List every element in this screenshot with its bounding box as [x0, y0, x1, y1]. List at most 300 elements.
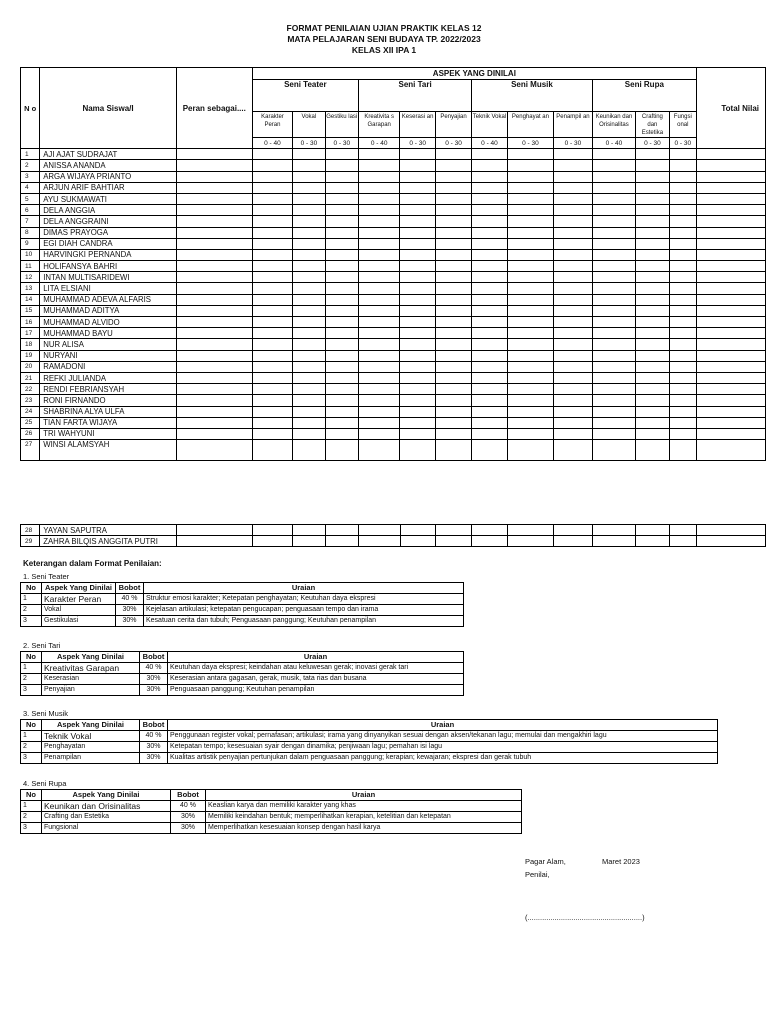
- score-cell[interactable]: [293, 395, 325, 406]
- score-cell[interactable]: [697, 372, 766, 383]
- score-cell[interactable]: [472, 350, 507, 361]
- score-cell[interactable]: [358, 149, 399, 160]
- score-cell[interactable]: [697, 317, 766, 328]
- score-cell[interactable]: [554, 372, 592, 383]
- score-cell[interactable]: [472, 294, 507, 305]
- score-cell[interactable]: [435, 440, 471, 461]
- score-cell[interactable]: [176, 216, 252, 227]
- score-cell[interactable]: [697, 428, 766, 439]
- score-cell[interactable]: [358, 249, 399, 260]
- score-cell[interactable]: [669, 339, 696, 350]
- score-cell[interactable]: [636, 328, 669, 339]
- score-cell[interactable]: [435, 328, 471, 339]
- score-cell[interactable]: [472, 317, 507, 328]
- score-cell[interactable]: [472, 428, 507, 439]
- score-cell[interactable]: [293, 294, 325, 305]
- score-cell[interactable]: [293, 525, 325, 536]
- score-cell[interactable]: [554, 261, 592, 272]
- score-cell[interactable]: [176, 395, 252, 406]
- score-cell[interactable]: [325, 283, 358, 294]
- score-cell[interactable]: [176, 417, 252, 428]
- score-cell[interactable]: [325, 328, 358, 339]
- score-cell[interactable]: [669, 525, 696, 536]
- score-cell[interactable]: [507, 182, 554, 193]
- score-cell[interactable]: [325, 339, 358, 350]
- score-cell[interactable]: [358, 417, 399, 428]
- score-cell[interactable]: [400, 525, 435, 536]
- score-cell[interactable]: [176, 372, 252, 383]
- score-cell[interactable]: [400, 328, 435, 339]
- score-cell[interactable]: [435, 149, 471, 160]
- score-cell[interactable]: [697, 272, 766, 283]
- score-cell[interactable]: [472, 283, 507, 294]
- score-cell[interactable]: [592, 249, 636, 260]
- score-cell[interactable]: [325, 149, 358, 160]
- score-cell[interactable]: [176, 283, 252, 294]
- score-cell[interactable]: [435, 205, 471, 216]
- score-cell[interactable]: [293, 428, 325, 439]
- score-cell[interactable]: [359, 536, 401, 547]
- score-cell[interactable]: [400, 182, 435, 193]
- score-cell[interactable]: [176, 171, 252, 182]
- score-cell[interactable]: [435, 294, 471, 305]
- score-cell[interactable]: [252, 193, 292, 204]
- score-cell[interactable]: [507, 283, 554, 294]
- score-cell[interactable]: [293, 406, 325, 417]
- score-cell[interactable]: [176, 160, 252, 171]
- score-cell[interactable]: [507, 261, 554, 272]
- score-cell[interactable]: [252, 328, 292, 339]
- score-cell[interactable]: [176, 384, 252, 395]
- score-cell[interactable]: [697, 294, 766, 305]
- score-cell[interactable]: [592, 536, 636, 547]
- score-cell[interactable]: [554, 339, 592, 350]
- score-cell[interactable]: [358, 440, 399, 461]
- score-cell[interactable]: [325, 361, 358, 372]
- score-cell[interactable]: [252, 350, 292, 361]
- score-cell[interactable]: [472, 249, 507, 260]
- score-cell[interactable]: [358, 227, 399, 238]
- score-cell[interactable]: [252, 428, 292, 439]
- score-cell[interactable]: [636, 171, 669, 182]
- score-cell[interactable]: [472, 384, 507, 395]
- score-cell[interactable]: [592, 339, 636, 350]
- score-cell[interactable]: [435, 171, 471, 182]
- score-cell[interactable]: [252, 238, 292, 249]
- score-cell[interactable]: [507, 294, 554, 305]
- score-cell[interactable]: [252, 440, 292, 461]
- score-cell[interactable]: [507, 536, 554, 547]
- score-cell[interactable]: [176, 149, 252, 160]
- score-cell[interactable]: [252, 305, 292, 316]
- score-cell[interactable]: [176, 317, 252, 328]
- score-cell[interactable]: [325, 372, 358, 383]
- score-cell[interactable]: [636, 160, 669, 171]
- score-cell[interactable]: [472, 328, 507, 339]
- score-cell[interactable]: [435, 361, 471, 372]
- score-cell[interactable]: [697, 328, 766, 339]
- score-cell[interactable]: [669, 428, 696, 439]
- score-cell[interactable]: [400, 372, 435, 383]
- score-cell[interactable]: [507, 339, 554, 350]
- score-cell[interactable]: [435, 406, 471, 417]
- score-cell[interactable]: [252, 395, 292, 406]
- score-cell[interactable]: [697, 160, 766, 171]
- score-cell[interactable]: [293, 283, 325, 294]
- score-cell[interactable]: [507, 171, 554, 182]
- score-cell[interactable]: [293, 536, 325, 547]
- score-cell[interactable]: [325, 227, 358, 238]
- score-cell[interactable]: [293, 328, 325, 339]
- score-cell[interactable]: [400, 406, 435, 417]
- score-cell[interactable]: [325, 216, 358, 227]
- score-cell[interactable]: [400, 249, 435, 260]
- score-cell[interactable]: [554, 227, 592, 238]
- score-cell[interactable]: [554, 428, 592, 439]
- score-cell[interactable]: [358, 406, 399, 417]
- score-cell[interactable]: [358, 193, 399, 204]
- score-cell[interactable]: [669, 384, 696, 395]
- score-cell[interactable]: [554, 160, 592, 171]
- score-cell[interactable]: [592, 328, 636, 339]
- score-cell[interactable]: [636, 525, 669, 536]
- score-cell[interactable]: [697, 238, 766, 249]
- score-cell[interactable]: [176, 305, 252, 316]
- score-cell[interactable]: [697, 149, 766, 160]
- score-cell[interactable]: [592, 384, 636, 395]
- score-cell[interactable]: [554, 317, 592, 328]
- score-cell[interactable]: [669, 328, 696, 339]
- score-cell[interactable]: [358, 294, 399, 305]
- score-cell[interactable]: [697, 227, 766, 238]
- score-cell[interactable]: [554, 384, 592, 395]
- score-cell[interactable]: [697, 171, 766, 182]
- score-cell[interactable]: [325, 406, 358, 417]
- score-cell[interactable]: [669, 182, 696, 193]
- score-cell[interactable]: [636, 536, 669, 547]
- score-cell[interactable]: [554, 216, 592, 227]
- score-cell[interactable]: [435, 216, 471, 227]
- score-cell[interactable]: [697, 249, 766, 260]
- score-cell[interactable]: [592, 238, 636, 249]
- score-cell[interactable]: [435, 261, 471, 272]
- score-cell[interactable]: [358, 272, 399, 283]
- score-cell[interactable]: [592, 361, 636, 372]
- score-cell[interactable]: [592, 428, 636, 439]
- score-cell[interactable]: [325, 294, 358, 305]
- score-cell[interactable]: [176, 406, 252, 417]
- score-cell[interactable]: [252, 216, 292, 227]
- score-cell[interactable]: [435, 339, 471, 350]
- score-cell[interactable]: [554, 182, 592, 193]
- score-cell[interactable]: [325, 395, 358, 406]
- score-cell[interactable]: [472, 361, 507, 372]
- score-cell[interactable]: [554, 361, 592, 372]
- score-cell[interactable]: [176, 261, 252, 272]
- score-cell[interactable]: [592, 182, 636, 193]
- score-cell[interactable]: [507, 350, 554, 361]
- score-cell[interactable]: [176, 272, 252, 283]
- score-cell[interactable]: [325, 160, 358, 171]
- score-cell[interactable]: [554, 171, 592, 182]
- score-cell[interactable]: [697, 525, 766, 536]
- score-cell[interactable]: [358, 328, 399, 339]
- score-cell[interactable]: [358, 428, 399, 439]
- score-cell[interactable]: [697, 193, 766, 204]
- score-cell[interactable]: [358, 216, 399, 227]
- score-cell[interactable]: [592, 160, 636, 171]
- score-cell[interactable]: [176, 536, 252, 547]
- score-cell[interactable]: [636, 216, 669, 227]
- score-cell[interactable]: [554, 395, 592, 406]
- score-cell[interactable]: [293, 216, 325, 227]
- score-cell[interactable]: [636, 272, 669, 283]
- score-cell[interactable]: [669, 238, 696, 249]
- score-cell[interactable]: [697, 339, 766, 350]
- score-cell[interactable]: [592, 272, 636, 283]
- score-cell[interactable]: [592, 149, 636, 160]
- score-cell[interactable]: [507, 328, 554, 339]
- score-cell[interactable]: [358, 171, 399, 182]
- score-cell[interactable]: [400, 238, 435, 249]
- score-cell[interactable]: [507, 440, 554, 461]
- score-cell[interactable]: [592, 440, 636, 461]
- score-cell[interactable]: [592, 227, 636, 238]
- score-cell[interactable]: [252, 372, 292, 383]
- score-cell[interactable]: [358, 305, 399, 316]
- score-cell[interactable]: [636, 193, 669, 204]
- score-cell[interactable]: [176, 428, 252, 439]
- score-cell[interactable]: [554, 193, 592, 204]
- score-cell[interactable]: [252, 149, 292, 160]
- score-cell[interactable]: [472, 193, 507, 204]
- score-cell[interactable]: [697, 406, 766, 417]
- score-cell[interactable]: [400, 216, 435, 227]
- score-cell[interactable]: [507, 317, 554, 328]
- score-cell[interactable]: [636, 417, 669, 428]
- score-cell[interactable]: [435, 182, 471, 193]
- score-cell[interactable]: [358, 384, 399, 395]
- score-cell[interactable]: [325, 428, 358, 439]
- score-cell[interactable]: [669, 261, 696, 272]
- score-cell[interactable]: [435, 305, 471, 316]
- score-cell[interactable]: [592, 406, 636, 417]
- score-cell[interactable]: [592, 193, 636, 204]
- score-cell[interactable]: [176, 328, 252, 339]
- score-cell[interactable]: [472, 272, 507, 283]
- score-cell[interactable]: [325, 205, 358, 216]
- score-cell[interactable]: [472, 182, 507, 193]
- score-cell[interactable]: [636, 361, 669, 372]
- score-cell[interactable]: [592, 261, 636, 272]
- score-cell[interactable]: [400, 149, 435, 160]
- score-cell[interactable]: [472, 406, 507, 417]
- score-cell[interactable]: [325, 536, 358, 547]
- score-cell[interactable]: [400, 417, 435, 428]
- score-cell[interactable]: [293, 350, 325, 361]
- score-cell[interactable]: [592, 525, 636, 536]
- score-cell[interactable]: [697, 182, 766, 193]
- score-cell[interactable]: [592, 283, 636, 294]
- score-cell[interactable]: [293, 417, 325, 428]
- score-cell[interactable]: [472, 395, 507, 406]
- score-cell[interactable]: [669, 440, 696, 461]
- score-cell[interactable]: [325, 272, 358, 283]
- score-cell[interactable]: [400, 305, 435, 316]
- score-cell[interactable]: [554, 283, 592, 294]
- score-cell[interactable]: [636, 428, 669, 439]
- score-cell[interactable]: [435, 317, 471, 328]
- score-cell[interactable]: [554, 406, 592, 417]
- score-cell[interactable]: [669, 193, 696, 204]
- score-cell[interactable]: [507, 428, 554, 439]
- score-cell[interactable]: [176, 249, 252, 260]
- score-cell[interactable]: [325, 384, 358, 395]
- score-cell[interactable]: [293, 149, 325, 160]
- score-cell[interactable]: [435, 193, 471, 204]
- score-cell[interactable]: [669, 272, 696, 283]
- score-cell[interactable]: [252, 317, 292, 328]
- score-cell[interactable]: [636, 440, 669, 461]
- score-cell[interactable]: [435, 350, 471, 361]
- score-cell[interactable]: [400, 294, 435, 305]
- score-cell[interactable]: [435, 227, 471, 238]
- score-cell[interactable]: [400, 317, 435, 328]
- score-cell[interactable]: [636, 261, 669, 272]
- score-cell[interactable]: [252, 406, 292, 417]
- score-cell[interactable]: [636, 372, 669, 383]
- score-cell[interactable]: [472, 227, 507, 238]
- score-cell[interactable]: [358, 372, 399, 383]
- score-cell[interactable]: [435, 384, 471, 395]
- score-cell[interactable]: [435, 395, 471, 406]
- score-cell[interactable]: [293, 317, 325, 328]
- score-cell[interactable]: [325, 350, 358, 361]
- score-cell[interactable]: [636, 205, 669, 216]
- score-cell[interactable]: [435, 372, 471, 383]
- score-cell[interactable]: [176, 205, 252, 216]
- score-cell[interactable]: [472, 238, 507, 249]
- score-cell[interactable]: [636, 227, 669, 238]
- score-cell[interactable]: [669, 305, 696, 316]
- score-cell[interactable]: [472, 205, 507, 216]
- score-cell[interactable]: [592, 372, 636, 383]
- score-cell[interactable]: [176, 361, 252, 372]
- score-cell[interactable]: [507, 272, 554, 283]
- score-cell[interactable]: [507, 205, 554, 216]
- score-cell[interactable]: [669, 249, 696, 260]
- score-cell[interactable]: [435, 283, 471, 294]
- score-cell[interactable]: [400, 440, 435, 461]
- score-cell[interactable]: [435, 525, 471, 536]
- score-cell[interactable]: [554, 294, 592, 305]
- score-cell[interactable]: [669, 283, 696, 294]
- score-cell[interactable]: [435, 272, 471, 283]
- score-cell[interactable]: [435, 238, 471, 249]
- score-cell[interactable]: [472, 149, 507, 160]
- score-cell[interactable]: [697, 440, 766, 461]
- score-cell[interactable]: [507, 372, 554, 383]
- score-cell[interactable]: [697, 384, 766, 395]
- score-cell[interactable]: [400, 384, 435, 395]
- score-cell[interactable]: [325, 171, 358, 182]
- score-cell[interactable]: [472, 261, 507, 272]
- score-cell[interactable]: [697, 216, 766, 227]
- score-cell[interactable]: [669, 171, 696, 182]
- score-cell[interactable]: [507, 384, 554, 395]
- score-cell[interactable]: [554, 328, 592, 339]
- score-cell[interactable]: [636, 339, 669, 350]
- score-cell[interactable]: [435, 160, 471, 171]
- score-cell[interactable]: [554, 249, 592, 260]
- score-cell[interactable]: [669, 350, 696, 361]
- score-cell[interactable]: [554, 417, 592, 428]
- score-cell[interactable]: [252, 227, 292, 238]
- score-cell[interactable]: [400, 428, 435, 439]
- score-cell[interactable]: [507, 160, 554, 171]
- score-cell[interactable]: [472, 216, 507, 227]
- score-cell[interactable]: [636, 238, 669, 249]
- score-cell[interactable]: [252, 160, 292, 171]
- score-cell[interactable]: [697, 417, 766, 428]
- score-cell[interactable]: [325, 261, 358, 272]
- score-cell[interactable]: [293, 372, 325, 383]
- score-cell[interactable]: [176, 339, 252, 350]
- score-cell[interactable]: [358, 283, 399, 294]
- score-cell[interactable]: [293, 193, 325, 204]
- score-cell[interactable]: [252, 171, 292, 182]
- score-cell[interactable]: [325, 238, 358, 249]
- score-cell[interactable]: [669, 536, 696, 547]
- score-cell[interactable]: [592, 294, 636, 305]
- score-cell[interactable]: [252, 205, 292, 216]
- score-cell[interactable]: [636, 283, 669, 294]
- score-cell[interactable]: [554, 238, 592, 249]
- score-cell[interactable]: [472, 525, 507, 536]
- score-cell[interactable]: [507, 249, 554, 260]
- score-cell[interactable]: [507, 216, 554, 227]
- score-cell[interactable]: [669, 149, 696, 160]
- score-cell[interactable]: [293, 361, 325, 372]
- score-cell[interactable]: [697, 536, 766, 547]
- score-cell[interactable]: [400, 283, 435, 294]
- score-cell[interactable]: [636, 249, 669, 260]
- score-cell[interactable]: [636, 294, 669, 305]
- score-cell[interactable]: [592, 317, 636, 328]
- score-cell[interactable]: [472, 171, 507, 182]
- score-cell[interactable]: [293, 272, 325, 283]
- score-cell[interactable]: [636, 350, 669, 361]
- score-cell[interactable]: [435, 428, 471, 439]
- score-cell[interactable]: [358, 350, 399, 361]
- score-cell[interactable]: [636, 406, 669, 417]
- score-cell[interactable]: [293, 339, 325, 350]
- score-cell[interactable]: [507, 361, 554, 372]
- score-cell[interactable]: [507, 417, 554, 428]
- score-cell[interactable]: [358, 261, 399, 272]
- score-cell[interactable]: [400, 227, 435, 238]
- score-cell[interactable]: [507, 149, 554, 160]
- score-cell[interactable]: [669, 361, 696, 372]
- score-cell[interactable]: [636, 149, 669, 160]
- score-cell[interactable]: [400, 171, 435, 182]
- score-cell[interactable]: [358, 395, 399, 406]
- score-cell[interactable]: [697, 261, 766, 272]
- score-cell[interactable]: [697, 283, 766, 294]
- score-cell[interactable]: [507, 395, 554, 406]
- score-cell[interactable]: [669, 317, 696, 328]
- score-cell[interactable]: [252, 536, 292, 547]
